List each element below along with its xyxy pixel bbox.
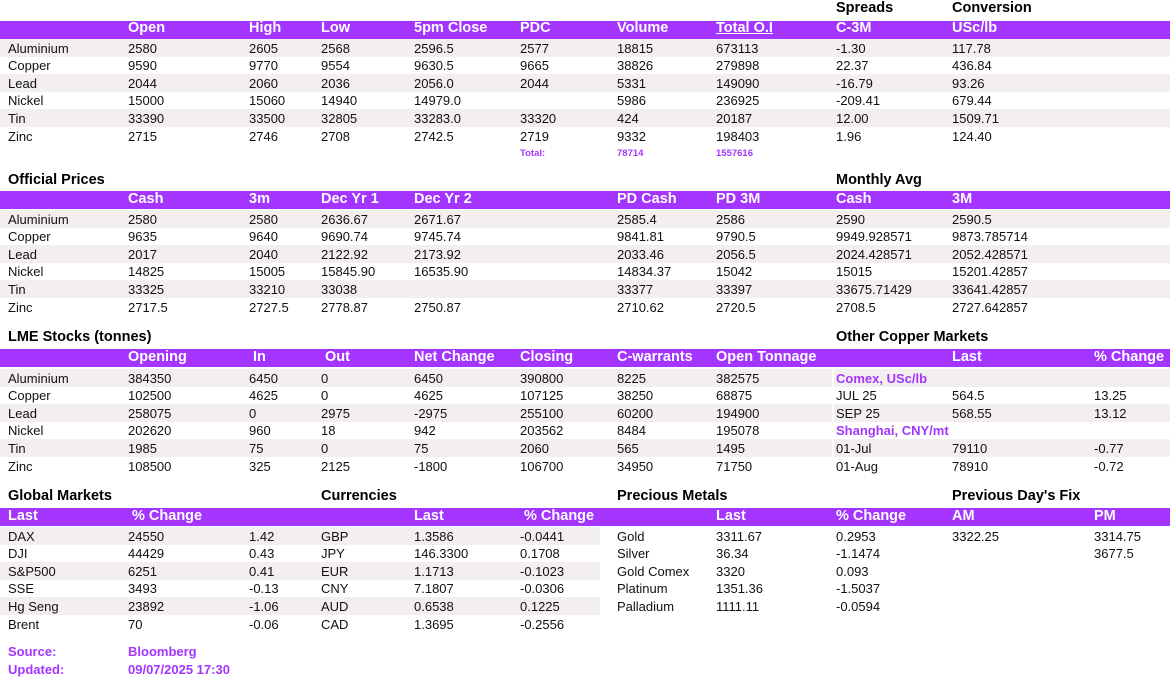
price-cell: 2715 bbox=[128, 128, 157, 144]
official-cell: 9690.74 bbox=[321, 229, 368, 245]
precious-change: 0.093 bbox=[836, 563, 869, 579]
stock-cell: 390800 bbox=[520, 370, 564, 386]
prices-header-cell: USc/lb bbox=[952, 20, 998, 36]
price-cell: 32805 bbox=[321, 110, 358, 126]
price-cell: 2577 bbox=[520, 40, 549, 56]
metal-name: Lead bbox=[8, 75, 37, 91]
stock-cell: 194900 bbox=[716, 405, 760, 421]
row-stripe bbox=[0, 74, 1170, 92]
price-cell: 236925 bbox=[716, 93, 760, 109]
index-name: Brent bbox=[8, 616, 40, 632]
price-cell: 2605 bbox=[249, 40, 278, 56]
currency-change: -0.1023 bbox=[520, 563, 565, 579]
currency-name: GBP bbox=[321, 528, 349, 544]
fix-header-am: AM bbox=[952, 508, 975, 524]
price-cell: 9630.5 bbox=[414, 58, 454, 74]
official-cell: 15042 bbox=[716, 264, 753, 280]
currency-change: 0.1708 bbox=[520, 546, 560, 562]
official-cell: 2173.92 bbox=[414, 246, 461, 262]
index-change: -0.06 bbox=[249, 616, 279, 632]
total-volume: 78714 bbox=[617, 148, 644, 159]
precious-name: Silver bbox=[617, 546, 650, 562]
stock-cell: 102500 bbox=[128, 388, 172, 404]
copper-change: 13.25 bbox=[1094, 388, 1127, 404]
official-cell: 2710.62 bbox=[617, 299, 664, 315]
row-stripe bbox=[0, 210, 1170, 228]
official-cell: 2580 bbox=[249, 211, 278, 227]
stock-cell: 38250 bbox=[617, 388, 654, 404]
official-cell: 33210 bbox=[249, 281, 286, 297]
copper-contract: 01-Aug bbox=[836, 458, 878, 474]
prices-header-cell: Volume bbox=[617, 20, 669, 36]
official-cell: 2040 bbox=[249, 246, 278, 262]
stocks-header-cell: Closing bbox=[520, 349, 574, 365]
stock-cell: 0 bbox=[249, 405, 257, 421]
stock-cell: 195078 bbox=[716, 423, 760, 439]
official-header-cell: Dec Yr 1 bbox=[321, 191, 379, 207]
source-value: Bloomberg bbox=[128, 644, 197, 659]
stock-cell: 202620 bbox=[128, 423, 172, 439]
currency-header-change: % Change bbox=[524, 508, 595, 524]
price-cell: 93.26 bbox=[952, 75, 985, 91]
price-cell: 33283.0 bbox=[414, 110, 461, 126]
official-cell: 2590.5 bbox=[952, 211, 992, 227]
price-cell: 436.84 bbox=[952, 58, 992, 74]
stock-cell: 384350 bbox=[128, 370, 172, 386]
price-cell: 673113 bbox=[716, 40, 759, 56]
prices-header-cell: 5pm Close bbox=[414, 20, 488, 36]
index-change: 1.42 bbox=[249, 528, 275, 544]
metal-name: Zinc bbox=[8, 299, 33, 315]
price-cell: 2060 bbox=[249, 75, 278, 91]
precious-last: 1351.36 bbox=[716, 581, 763, 597]
stock-cell: 565 bbox=[617, 440, 639, 456]
stock-cell: 68875 bbox=[716, 388, 753, 404]
currency-change: -0.2556 bbox=[520, 616, 565, 632]
fix-title: Previous Day's Fix bbox=[952, 488, 1081, 504]
currency-name: CAD bbox=[321, 616, 349, 632]
copper-last: 564.5 bbox=[952, 388, 985, 404]
stock-cell: -1800 bbox=[414, 458, 448, 474]
metal-name: Lead bbox=[8, 246, 37, 262]
price-cell: 14940 bbox=[321, 93, 358, 109]
stocks-header-cell: Net Change bbox=[414, 349, 495, 365]
stock-cell: 60200 bbox=[617, 405, 654, 421]
official-cell: 33038 bbox=[321, 281, 358, 297]
row-stripe bbox=[0, 39, 1170, 57]
global-header-change: % Change bbox=[132, 508, 203, 524]
price-cell: 2580 bbox=[128, 40, 157, 56]
price-cell: 679.44 bbox=[952, 93, 992, 109]
stock-cell: 8484 bbox=[617, 423, 646, 439]
stock-cell: 0 bbox=[321, 388, 329, 404]
updated-value: 09/07/2025 17:30 bbox=[128, 662, 230, 677]
price-cell: 2708 bbox=[321, 128, 350, 144]
price-cell: 14979.0 bbox=[414, 93, 461, 109]
metal-name: Nickel bbox=[8, 93, 44, 109]
copper-change: -0.72 bbox=[1094, 458, 1124, 474]
index-last: 3493 bbox=[128, 581, 157, 597]
stock-cell: 0 bbox=[321, 370, 329, 386]
official-cell: 2727.642857 bbox=[952, 299, 1028, 315]
precious-metals-title: Precious Metals bbox=[617, 488, 728, 504]
copper-change: -0.77 bbox=[1094, 440, 1124, 456]
stock-cell: 382575 bbox=[716, 370, 760, 386]
precious-change: 0.2953 bbox=[836, 528, 876, 544]
price-cell: 2742.5 bbox=[414, 128, 454, 144]
index-last: 70 bbox=[128, 616, 143, 632]
precious-change: -1.1474 bbox=[836, 546, 881, 562]
conversion-group-title: Conversion bbox=[952, 0, 1032, 16]
official-cell: 33675.71429 bbox=[836, 281, 912, 297]
official-cell: 15845.90 bbox=[321, 264, 376, 280]
metal-name: Aluminium bbox=[8, 40, 69, 56]
copper-last: 78910 bbox=[952, 458, 989, 474]
index-change: 0.43 bbox=[249, 546, 275, 562]
shanghai-label: Shanghai, CNY/mt bbox=[836, 423, 949, 439]
price-cell: 1.96 bbox=[836, 128, 862, 144]
currencies-title: Currencies bbox=[321, 488, 397, 504]
index-last: 24550 bbox=[128, 528, 165, 544]
stocks-header-cell: Open Tonnage bbox=[716, 349, 817, 365]
copper-last: 79110 bbox=[952, 440, 988, 456]
source-label: Source: bbox=[8, 644, 57, 659]
price-cell: 149090 bbox=[716, 75, 760, 91]
stock-cell: 0 bbox=[321, 440, 329, 456]
index-last: 23892 bbox=[128, 598, 165, 614]
currency-name: JPY bbox=[321, 546, 345, 562]
copper-last: 568.55 bbox=[952, 405, 992, 421]
official-cell: 2586 bbox=[716, 211, 745, 227]
prices-header-cell: Low bbox=[321, 20, 350, 36]
official-cell: 9790.5 bbox=[716, 229, 756, 245]
official-header-cell: PD Cash bbox=[617, 191, 677, 207]
metal-name: Lead bbox=[8, 405, 37, 421]
price-cell: 12.00 bbox=[836, 110, 869, 126]
metal-name: Tin bbox=[8, 440, 26, 456]
fix-am: 3322.25 bbox=[952, 528, 999, 544]
official-cell: 2671.67 bbox=[414, 211, 461, 227]
precious-name: Palladium bbox=[617, 598, 675, 614]
precious-name: Gold bbox=[617, 528, 645, 544]
index-last: 44429 bbox=[128, 546, 165, 562]
official-cell: 33325 bbox=[128, 281, 165, 297]
stock-cell: 942 bbox=[414, 423, 436, 439]
precious-header-last: Last bbox=[716, 508, 746, 524]
official-cell: 2590 bbox=[836, 211, 865, 227]
official-cell: 9640 bbox=[249, 229, 278, 245]
index-change: -1.06 bbox=[249, 598, 279, 614]
precious-last: 3320 bbox=[716, 563, 745, 579]
spreads-group-title: Spreads bbox=[836, 0, 894, 16]
currency-change: -0.0441 bbox=[520, 528, 565, 544]
price-cell: 20187 bbox=[716, 110, 753, 126]
index-last: 6251 bbox=[128, 563, 157, 579]
official-cell: 2585.4 bbox=[617, 211, 657, 227]
stock-cell: 960 bbox=[249, 423, 271, 439]
precious-name: Gold Comex bbox=[617, 563, 690, 579]
price-cell: 5986 bbox=[617, 93, 646, 109]
price-cell: 2719 bbox=[520, 128, 549, 144]
price-cell: 2044 bbox=[520, 75, 549, 91]
price-cell: 2746 bbox=[249, 128, 278, 144]
currency-last: 0.6538 bbox=[414, 598, 454, 614]
price-cell: 2568 bbox=[321, 40, 350, 56]
official-cell: 2636.67 bbox=[321, 211, 368, 227]
price-cell: 9770 bbox=[249, 58, 278, 74]
metal-name: Aluminium bbox=[8, 370, 69, 386]
official-header-cell: 3M bbox=[952, 191, 973, 207]
metal-name: Copper bbox=[8, 388, 51, 404]
price-cell: 2044 bbox=[128, 75, 157, 91]
index-change: 0.41 bbox=[249, 563, 275, 579]
official-cell: 2720.5 bbox=[716, 299, 756, 315]
official-cell: 33641.42857 bbox=[952, 281, 1028, 297]
price-cell: 424 bbox=[617, 110, 639, 126]
price-cell: -209.41 bbox=[836, 93, 881, 109]
official-cell: 2052.428571 bbox=[952, 246, 1028, 262]
stock-cell: 203562 bbox=[520, 423, 564, 439]
copper-contract: JUL 25 bbox=[836, 388, 877, 404]
index-change: -0.13 bbox=[249, 581, 279, 597]
currency-last: 146.3300 bbox=[414, 546, 469, 562]
stock-cell: 107125 bbox=[520, 388, 564, 404]
price-cell: 279898 bbox=[716, 58, 760, 74]
price-cell: 9665 bbox=[520, 58, 549, 74]
monthly-avg-title: Monthly Avg bbox=[836, 172, 922, 188]
currency-last: 1.1713 bbox=[414, 563, 454, 579]
copper-header-change: % Change bbox=[1094, 349, 1165, 365]
fix-header-pm: PM bbox=[1094, 508, 1116, 524]
stock-cell: 71750 bbox=[716, 458, 753, 474]
official-cell: 9635 bbox=[128, 229, 157, 245]
metal-name: Copper bbox=[8, 58, 51, 74]
price-cell: 124.40 bbox=[952, 128, 992, 144]
official-cell: 2017 bbox=[128, 246, 157, 262]
official-cell: 9841.81 bbox=[617, 229, 664, 245]
copper-contract: 01-Jul bbox=[836, 440, 872, 456]
currency-name: CNY bbox=[321, 581, 349, 597]
prices-header-cell: C-3M bbox=[836, 20, 872, 36]
lme-stocks-title: LME Stocks (tonnes) bbox=[8, 329, 152, 345]
metal-name: Nickel bbox=[8, 264, 44, 280]
official-prices-title: Official Prices bbox=[8, 172, 105, 188]
price-cell: -16.79 bbox=[836, 75, 873, 91]
currency-name: EUR bbox=[321, 563, 349, 579]
prices-header-cell: Total O.I bbox=[716, 20, 773, 36]
official-cell: 2750.87 bbox=[414, 299, 461, 315]
stock-cell: 34950 bbox=[617, 458, 654, 474]
precious-last: 1111.11 bbox=[716, 598, 760, 614]
stocks-header-cell: Opening bbox=[128, 349, 187, 365]
currency-change: -0.0306 bbox=[520, 581, 565, 597]
official-header-cell: Cash bbox=[128, 191, 164, 207]
official-header-cell: PD 3M bbox=[716, 191, 761, 207]
precious-change: -0.0594 bbox=[836, 598, 881, 614]
currency-name: AUD bbox=[321, 598, 349, 614]
stock-cell: 1495 bbox=[716, 440, 745, 456]
official-cell: 2708.5 bbox=[836, 299, 876, 315]
stock-cell: 6450 bbox=[249, 370, 278, 386]
copper-change: 13.12 bbox=[1094, 405, 1127, 421]
official-cell: 2778.87 bbox=[321, 299, 368, 315]
precious-last: 36.34 bbox=[716, 546, 749, 562]
precious-name: Platinum bbox=[617, 581, 668, 597]
copper-header-last: Last bbox=[952, 349, 982, 365]
stock-cell: 75 bbox=[414, 440, 429, 456]
price-cell: 1509.71 bbox=[952, 110, 999, 126]
price-cell: 33390 bbox=[128, 110, 165, 126]
stock-cell: 1985 bbox=[128, 440, 157, 456]
index-name: DJI bbox=[8, 546, 28, 562]
currency-last: 1.3586 bbox=[414, 528, 454, 544]
currency-change: 0.1225 bbox=[520, 598, 560, 614]
price-cell: 2056.0 bbox=[414, 75, 454, 91]
row-stripe bbox=[0, 597, 600, 615]
official-cell: 33397 bbox=[716, 281, 753, 297]
metal-name: Tin bbox=[8, 110, 26, 126]
currency-last: 7.1807 bbox=[414, 581, 454, 597]
official-cell: 9873.785714 bbox=[952, 229, 1028, 245]
stock-cell: 4625 bbox=[249, 388, 278, 404]
metal-name: Zinc bbox=[8, 458, 33, 474]
stock-cell: 106700 bbox=[520, 458, 564, 474]
metal-name: Nickel bbox=[8, 423, 44, 439]
global-header-last: Last bbox=[8, 508, 38, 524]
price-cell: 5331 bbox=[617, 75, 646, 91]
updated-label: Updated: bbox=[8, 662, 65, 677]
official-cell: 15015 bbox=[836, 264, 873, 280]
official-cell: 15201.42857 bbox=[952, 264, 1028, 280]
stock-cell: 6450 bbox=[414, 370, 443, 386]
price-cell: 198403 bbox=[716, 128, 760, 144]
copper-markets-title: Other Copper Markets bbox=[836, 329, 989, 345]
stock-cell: 108500 bbox=[128, 458, 172, 474]
price-cell: 9590 bbox=[128, 58, 157, 74]
price-cell: 2596.5 bbox=[414, 40, 454, 56]
official-cell: 2727.5 bbox=[249, 299, 289, 315]
price-cell: 38826 bbox=[617, 58, 654, 74]
stock-cell: 258075 bbox=[128, 405, 172, 421]
comex-label: Comex, USc/lb bbox=[836, 370, 928, 386]
precious-last: 3311.67 bbox=[716, 528, 763, 544]
row-stripe bbox=[0, 527, 600, 545]
precious-header-change: % Change bbox=[836, 508, 907, 524]
price-cell: 9332 bbox=[617, 128, 646, 144]
price-cell: 15060 bbox=[249, 93, 286, 109]
official-cell: 2580 bbox=[128, 211, 157, 227]
official-cell: 2033.46 bbox=[617, 246, 664, 262]
prices-header-cell: PDC bbox=[520, 20, 551, 36]
stock-cell: 8225 bbox=[617, 370, 646, 386]
official-cell: 2056.5 bbox=[716, 246, 756, 262]
official-header-cell: Cash bbox=[836, 191, 872, 207]
metal-name: Aluminium bbox=[8, 211, 69, 227]
price-cell: -1.30 bbox=[836, 40, 866, 56]
price-cell: 117.78 bbox=[952, 40, 991, 56]
stock-cell: 75 bbox=[249, 440, 264, 456]
index-name: Hg Seng bbox=[8, 598, 59, 614]
fix-pm: 3314.75 bbox=[1094, 528, 1141, 544]
official-cell: 14834.37 bbox=[617, 264, 672, 280]
official-header-cell: Dec Yr 2 bbox=[414, 191, 472, 207]
row-stripe bbox=[0, 562, 600, 580]
currency-last: 1.3695 bbox=[414, 616, 454, 632]
official-cell: 16535.90 bbox=[414, 264, 469, 280]
price-cell: 18815 bbox=[617, 40, 654, 56]
prices-header-cell: High bbox=[249, 20, 282, 36]
stocks-header-cell: Out bbox=[325, 349, 350, 365]
stock-cell: 18 bbox=[321, 423, 336, 439]
fix-pm: 3677.5 bbox=[1094, 546, 1134, 562]
stock-cell: 2060 bbox=[520, 440, 549, 456]
index-name: S&P500 bbox=[8, 563, 56, 579]
total-label: Total: bbox=[520, 148, 546, 159]
official-cell: 9745.74 bbox=[414, 229, 461, 245]
metal-name: Tin bbox=[8, 281, 26, 297]
stock-cell: 2125 bbox=[321, 458, 350, 474]
stock-cell: -2975 bbox=[414, 405, 448, 421]
prices-header-cell: Open bbox=[128, 20, 166, 36]
global-markets-title: Global Markets bbox=[8, 488, 112, 504]
stocks-header-cell: C-warrants bbox=[617, 349, 693, 365]
metal-name: Copper bbox=[8, 229, 51, 245]
official-cell: 2717.5 bbox=[128, 299, 168, 315]
currency-header-last: Last bbox=[414, 508, 444, 524]
price-cell: 22.37 bbox=[836, 58, 869, 74]
stock-cell: 2975 bbox=[321, 405, 350, 421]
copper-contract: SEP 25 bbox=[836, 405, 880, 421]
official-cell: 9949.928571 bbox=[836, 229, 912, 245]
price-cell: 2036 bbox=[321, 75, 350, 91]
precious-change: -1.5037 bbox=[836, 581, 881, 597]
metal-name: Zinc bbox=[8, 128, 33, 144]
official-cell: 2024.428571 bbox=[836, 246, 912, 262]
price-cell: 33320 bbox=[520, 110, 557, 126]
official-cell: 33377 bbox=[617, 281, 654, 297]
official-header-cell: 3m bbox=[249, 191, 270, 207]
total-oi: 1557616 bbox=[716, 148, 753, 159]
price-cell: 15000 bbox=[128, 93, 165, 109]
stock-cell: 255100 bbox=[520, 405, 564, 421]
index-name: SSE bbox=[8, 581, 35, 597]
official-cell: 2122.92 bbox=[321, 246, 368, 262]
price-cell: 9554 bbox=[321, 58, 350, 74]
stocks-header-cell: In bbox=[253, 349, 266, 365]
official-header-bar bbox=[0, 191, 1170, 209]
stock-cell: 325 bbox=[249, 458, 271, 474]
index-name: DAX bbox=[8, 528, 35, 544]
stock-cell: 4625 bbox=[414, 388, 443, 404]
price-cell: 33500 bbox=[249, 110, 286, 126]
official-cell: 15005 bbox=[249, 264, 286, 280]
official-cell: 14825 bbox=[128, 264, 165, 280]
